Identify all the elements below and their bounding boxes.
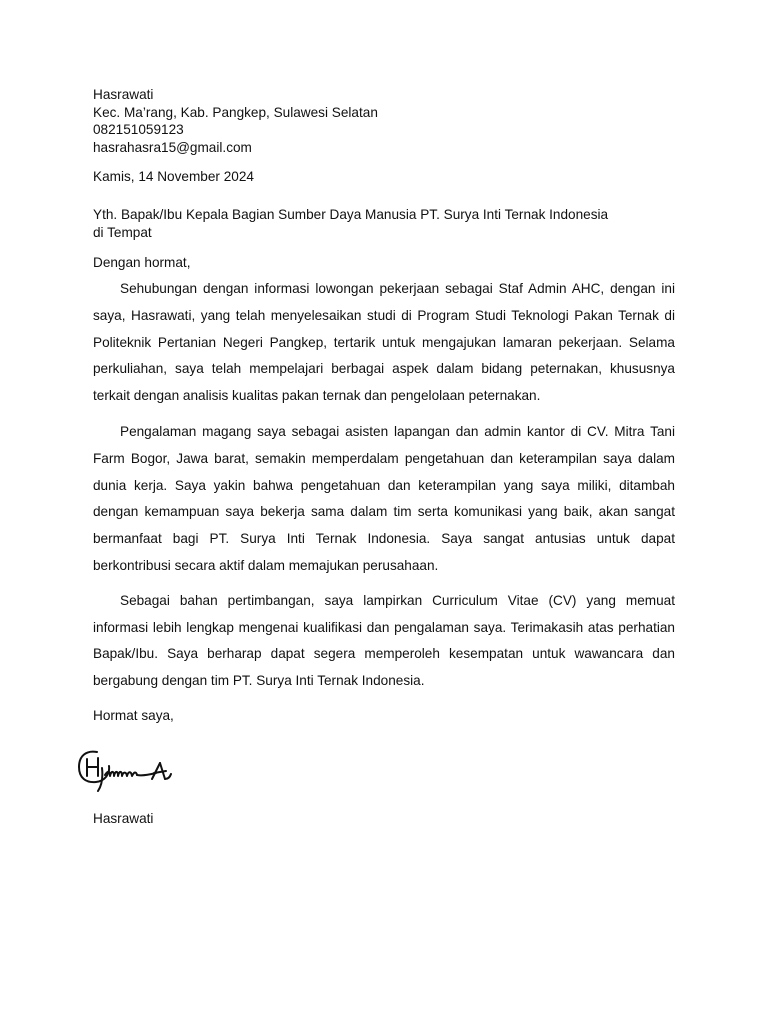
recipient-line-1: Yth. Bapak/Ibu Kepala Bagian Sumber Daya Manusia PT. Surya Inti Ternak Indonesia bbox=[93, 207, 609, 222]
signer-name: Hasrawati bbox=[93, 811, 154, 826]
sender-phone: 082151059123 bbox=[93, 122, 184, 137]
closing: Hormat saya, bbox=[93, 707, 174, 723]
sender-name: Hasrawati bbox=[93, 87, 154, 102]
recipient-line-2: di Tempat bbox=[93, 225, 152, 240]
letter-content bbox=[93, 86, 675, 725]
greeting: Dengan hormat, bbox=[93, 255, 191, 270]
handwritten-signature bbox=[74, 746, 178, 792]
body-paragraph-1: Sehubungan dengan informasi lowongan pekerjaan sebagai Staf Admin AHC, dengan ini saya, Hasrawati, yang telah menyelesaikan studi di Program Studi Teknologi Pakan Ternak di Politeknik Pertanian Negeri Pangkep, tertarik untuk mengajukan lamaran pekerjaan. Selama perkuliahan, saya telah mempelajari berbagai aspek dalam bidang peternakan, khususnya terkait dengan analisis kualitas pakan ternak dan pengelolaan peternakan. bbox=[93, 281, 675, 404]
sender-address: Kec. Ma’rang, Kab. Pangkep, Sulawesi Selatan bbox=[93, 104, 378, 120]
sender-block bbox=[93, 86, 675, 156]
recipient-block bbox=[93, 206, 675, 242]
body-paragraph-3: Sebagai bahan pertimbangan, saya lampirkan Curriculum Vitae (CV) yang memuat informasi lebih lengkap mengenai kualifikasi dan pengalaman saya. Terimakasih atas perhatian Bapak/Ibu. Saya berharap dapat segera memperoleh kesempatan untuk wawancara dan bergabung dengan tim PT. Surya Inti Ternak Indonesia. bbox=[93, 592, 675, 689]
sender-email: hasrahasra15@gmail.com bbox=[93, 139, 252, 155]
letter-date: Kamis, 14 November 2024 bbox=[93, 169, 254, 184]
body-paragraph-2: Pengalaman magang saya sebagai asisten lapangan dan admin kantor di CV. Mitra Tani Farm Bogor, Jawa barat, semakin memperdalam pengetahuan dan keterampilan saya dalam dunia kerja. Saya yakin bahwa pengetahuan dan keterampilan yang saya miliki, ditambah dengan kemampuan saya bekerja sama dalam tim serta komunikasi yang baik, akan sangat bermanfaat bagi PT. Surya Inti Ternak Indonesia. Saya sangat antusias untuk dapat berkontribusi secara aktif dalam memajukan perusahaan. bbox=[93, 423, 675, 573]
